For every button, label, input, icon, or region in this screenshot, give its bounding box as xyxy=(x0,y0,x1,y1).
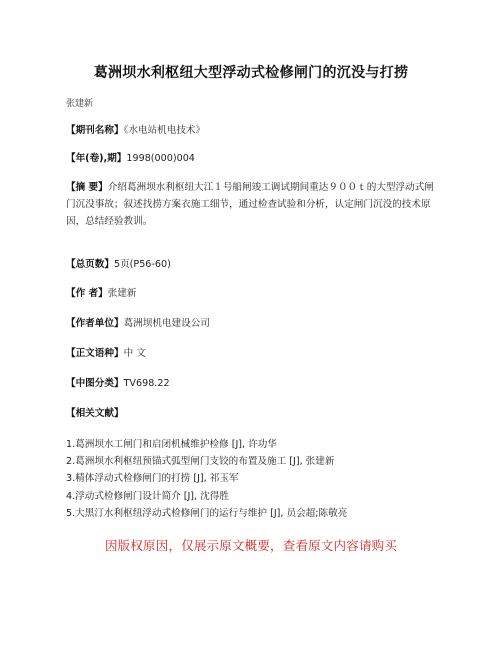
related-header xyxy=(66,405,436,422)
related-item[interactable]: 3.精体浮动式检修闸门的打捞 [J], 祁玉军 xyxy=(66,473,239,485)
classification-value: TV698.22 xyxy=(123,378,170,389)
abstract-value: 介绍葛洲坝水利枢纽大江１号船闸竣工调试期间重达９００ｔ的大型浮动式闸门沉没事故；叙述找捞方案衣施工细节，通过检查试验和分析，认定闸门沉没的技术原因，总结经验教训。 xyxy=(66,182,434,227)
year-issue-value: 1998(000)004 xyxy=(126,153,195,164)
copyright-notice: 因版权原因，仅展示原文概要，查看原文内容请购买 xyxy=(104,538,398,553)
author-line: 张建新 xyxy=(66,99,94,109)
year-issue-label: 【年(卷),期】 xyxy=(66,153,127,164)
pages-field xyxy=(66,256,436,273)
related-item[interactable]: 1.葛洲坝水工闸门和启闭机械维护检修 [J], 许功华 xyxy=(66,439,277,450)
related-item[interactable]: 5.大黑汀水利枢纽浮动式检修闸门的运行与维护 [J], 员会超;陈敬亮 xyxy=(66,507,348,519)
affiliation-field xyxy=(66,315,436,332)
abstract-field xyxy=(66,179,436,230)
affiliation-label: 【作者单位】 xyxy=(66,318,124,329)
year-issue-field xyxy=(66,150,436,167)
related-list xyxy=(66,436,446,522)
classification-field xyxy=(66,375,436,392)
related-item[interactable]: 4.浮动式检修闸门设计简介 [J], 沈得胜 xyxy=(66,490,229,502)
language-value: 中 文 xyxy=(123,348,146,359)
affiliation-value: 葛洲坝机电建设公司 xyxy=(123,318,210,329)
language-label: 【正文语种】 xyxy=(66,348,124,359)
journal-label: 【期刊名称】 xyxy=(66,125,124,136)
authors-label: 【作 者】 xyxy=(66,288,108,299)
document-title: 葛洲坝水利枢纽大型浮动式检修闸门的沉没与打捞 xyxy=(93,65,409,81)
abstract-label: 【摘 要】 xyxy=(66,182,108,193)
language-field xyxy=(66,345,436,362)
journal-value: 《水电站机电技术》 xyxy=(123,125,206,136)
related-item[interactable]: 2.葛洲坝水利枢纽预锚式弧型闸门支铰的布置及施工 [J], 张建新 xyxy=(66,456,335,468)
classification-label: 【中图分类】 xyxy=(66,378,124,389)
authors-value: 张建新 xyxy=(107,288,137,299)
authors-field xyxy=(66,285,436,302)
journal-field xyxy=(66,122,436,139)
pages-label: 【总页数】 xyxy=(66,259,114,270)
pages-value: 5页(P56-60) xyxy=(113,259,171,270)
related-label: 【相关文献】 xyxy=(66,408,124,419)
